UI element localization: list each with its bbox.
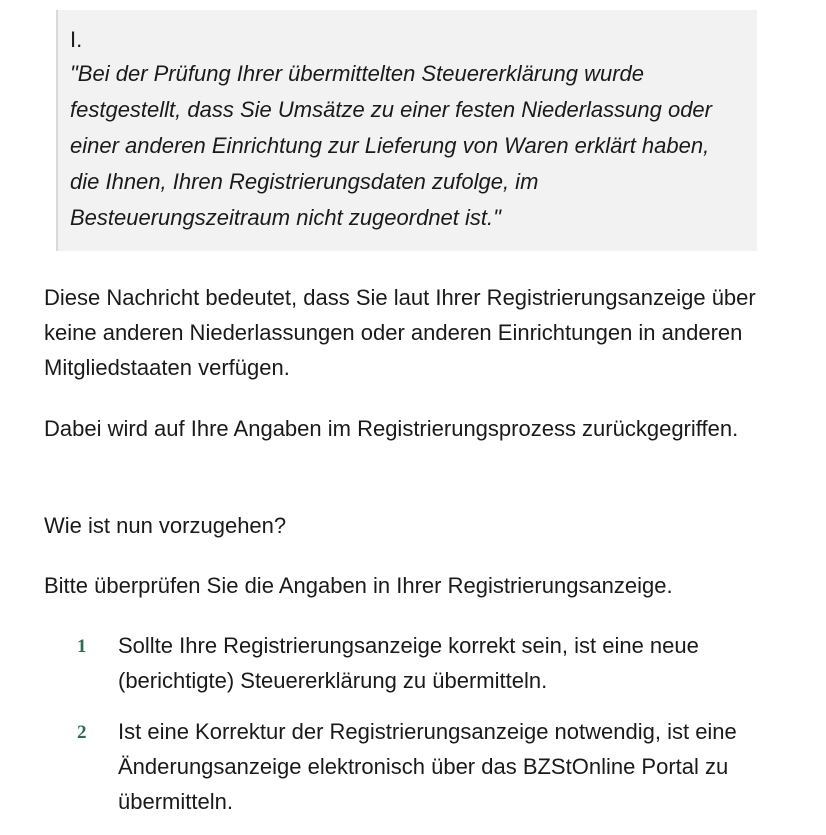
steps-list	[44, 628, 784, 835]
paragraph-question: Wie ist nun vorzugehen?	[44, 513, 287, 538]
list-item-text: Ist eine Korrektur der Registrierungsanzeige notwendig, ist eine Änderungsanzeige elektronisch über das BZStOnline Portal zu übermitteln.	[118, 719, 737, 814]
paragraph-registration-process: Dabei wird auf Ihre Angaben im Registrierungsprozess zurückgegriffen.	[44, 416, 739, 441]
list-item	[44, 714, 784, 819]
paragraph-instruction: Bitte überprüfen Sie die Angaben in Ihrer Registrierungsanzeige.	[44, 573, 673, 598]
list-number: 1	[77, 636, 87, 657]
list-item	[44, 628, 784, 698]
blockquote	[56, 10, 757, 251]
list-item-text: Sollte Ihre Registrierungsanzeige korrekt sein, ist eine neue (berichtigte) Steuererklärung zu übermitteln.	[118, 633, 699, 693]
quote-marker: I.	[70, 27, 83, 52]
paragraph-message-meaning: Diese Nachricht bedeutet, dass Sie laut Ihrer Registrierungsanzeige über keine anderen Niederlassungen oder anderen Einrichtungen in anderen Mitgliedstaaten verfügen.	[44, 285, 756, 380]
list-number: 2	[77, 722, 87, 743]
quote-text: "Bei der Prüfung Ihrer übermittelten Steuererklärung wurde festgestellt, dass Sie Umsätze zu einer festen Niederlassung oder einer anderen Einrichtung zur Lieferung von Waren erklärt haben, die Ihnen, Ihren Registrierungsdaten zufolge, im Besteuerungszeitraum nicht zugeordnet ist."	[70, 61, 712, 230]
